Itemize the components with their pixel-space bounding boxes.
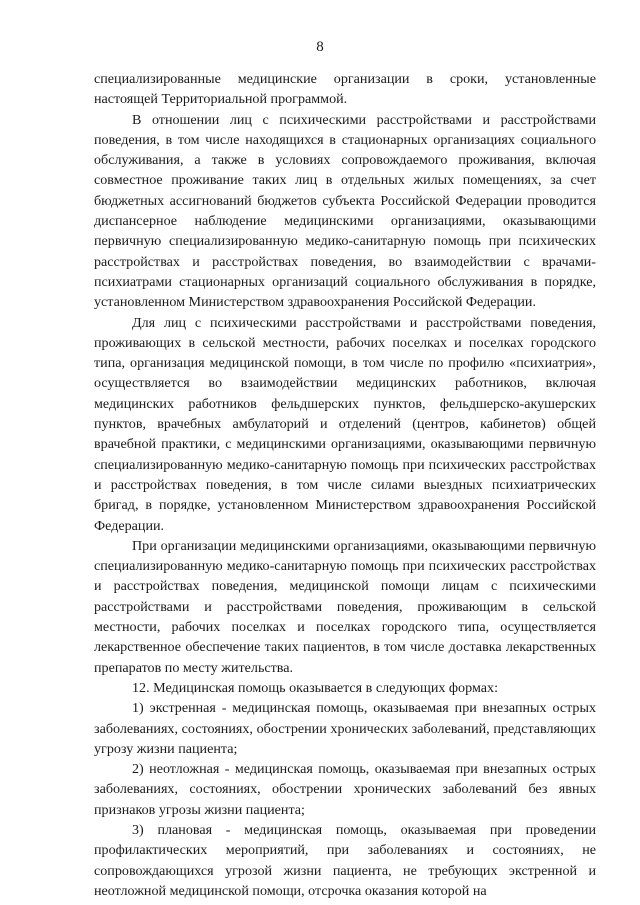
paragraph-rural-psychiatric-care: Для лиц с психическими расстройствами и расстройствами поведения, проживающих в сельской местности, рабочих поселках и поселках городского типа, организация медицинской помощи, в том числе по профилю «психиатрия», осуществляется во взаимодействии медицинских работников, включая медицинских работников фельдшерских пунктов, фельдшерско-акушерских пунктов, врачебных амбулаторий и отделений (центров, кабинетов) общей врачебной практики, с медицинскими организациями, оказывающими первичную специализированную медико-санитарную помощь при психических расстройствах и расстройствах поведения, в том числе силами выездных психиатрических бригад, в порядке, установленном Министерством здравоохранения Российской Федерации. [94,314,596,534]
paragraph-section-12-heading: 12. Медицинская помощь оказывается в следующих формах: [132,679,498,696]
list-item-urgent: 2) неотложная - медицинская помощь, оказываемая при внезапных острых заболеваниях, состояниях, обострении хронических заболеваний без явных признаков угрозы жизни пациента; [94,761,596,818]
document-body [94,69,596,901]
paragraph-continuation: специализированные медицинские организации в сроки, установленные настоящей Территориальной программой. [94,71,596,108]
paragraph-mental-disorders-dispensary: В отношении лиц с психическими расстройствами и расстройствами поведения, в том числе находящихся в стационарных организациях социального обслуживания, а также в условиях сопровождаемого проживания, включая совместное проживание таких лиц в отдельных жилых помещениях, за счет бюджетных ассигнований бюджетов субъекта Российской Федерации проводится диспансерное наблюдение медицинскими организациями, оказывающими первичную специализированную медико-санитарную помощь при психических расстройствах и расстройствах поведения, во взаимодействии с врачами-психиатрами стационарных организаций социального обслуживания в порядке, установленном Министерством здравоохранения Российской Федерации. [94,111,596,311]
list-item-emergency: 1) экстренная - медицинская помощь, оказываемая при внезапных острых заболеваниях, состояниях, обострении хронических заболеваний, представляющих угрозу жизни пациента; [94,700,596,757]
paragraph-drug-provision: При организации медицинскими организациями, оказывающими первичную специализированную медико-санитарную помощь при психических расстройствах и расстройствах поведения, медицинской помощи лицам с психическими расстройствами и расстройствами поведения, проживающим в сельской местности, рабочих поселках и поселках городского типа, осуществляется лекарственное обеспечение таких пациентов, в том числе доставка лекарственных препаратов по месту жительства. [94,537,596,676]
page-number: 8 [316,39,324,55]
list-item-planned: 3) плановая - медицинская помощь, оказываемая при проведении профилактических мероприятий, при заболеваниях и состояниях, не сопровождающихся угрозой жизни пациента, не требующих экстренной и неотложной медицинской помощи, отсрочка оказания которой на [94,821,596,899]
